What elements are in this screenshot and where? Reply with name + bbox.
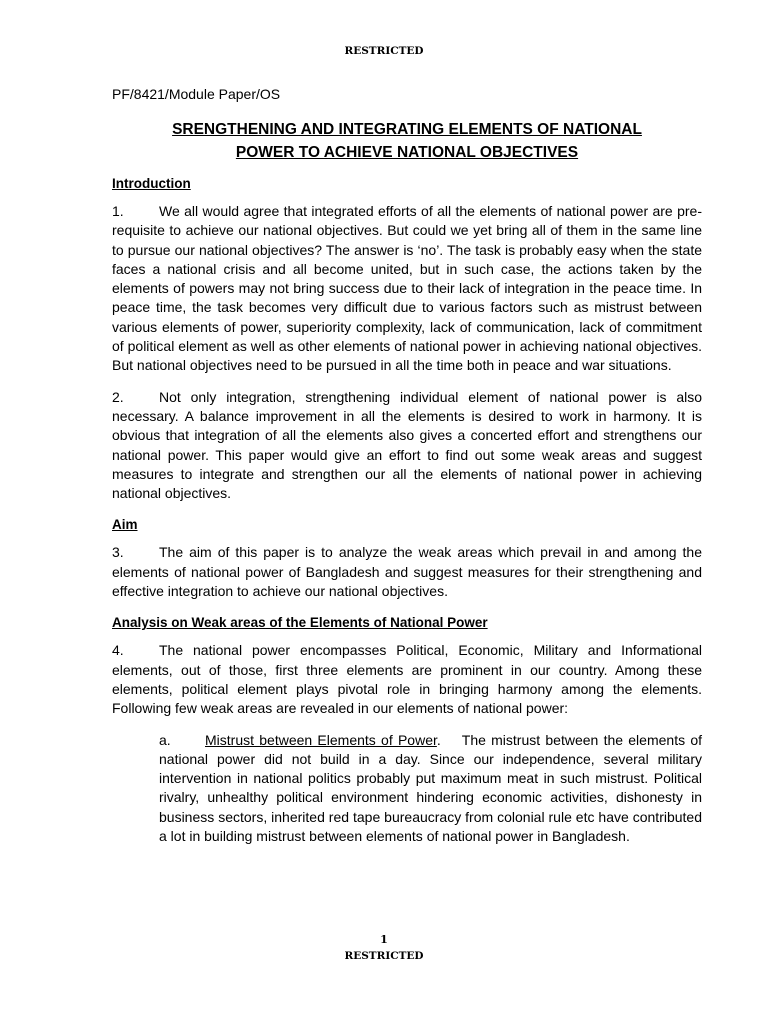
subparagraph-a-text: The mistrust between the elements of national power did not build in a day. Since our independence, several military intervention in national politics probably put maximum meat in such mistrust. Political rivalry, unhealthy political environment hindering economic activities, dishonesty in business sectors, inherited red tape bureaucracy from colonial rule etc have contributed a lot in building mistrust between elements of national power in Bangladesh. [159, 731, 703, 845]
title-line-1: SRENGTHENING AND INTEGRATING ELEMENTS OF NATIONAL [172, 121, 642, 138]
document-title [112, 118, 702, 164]
introduction-heading: Introduction [112, 176, 191, 191]
analysis-heading: Analysis on Weak areas of the Elements of National Power [112, 615, 488, 631]
page-number: 1 [380, 933, 388, 946]
document-reference: PF/8421/Module Paper/OS [112, 86, 281, 102]
document-body [112, 84, 702, 856]
title-line-2: POWER TO ACHIEVE NATIONAL OBJECTIVES [235, 144, 579, 161]
paragraph-4 [112, 641, 702, 718]
paragraph-4-number: 4. [112, 642, 124, 659]
security-marking-bottom: RESTRICTED [344, 950, 424, 962]
paragraph-1 [112, 202, 702, 376]
paragraph-4-text: The national power encompasses Political, Economic, Military and Informational elements, out of those, first three elements are prominent in our country. Among these elements, political element plays pivotal role in bringing harmony among the elements. Following few weak areas are revealed in our elements of national power: [112, 642, 702, 717]
paragraph-2-number: 2. [112, 388, 124, 405]
paragraph-1-number: 1. [112, 203, 124, 219]
aim-heading: Aim [112, 517, 138, 533]
subparagraph-a-separator: . [436, 731, 441, 748]
paragraph-1-text: We all would agree that integrated efforts of all the elements of national power are pre-requisite to achieve our national objectives. But could we yet bring all of them in the same line to pursue our national objectives? The answer is ‘no’. The task is probably easy when the state faces a national crisis and all become united, but in such case, the actions taken by the elements of powers may not bring success due to their lack of integration in the peace time. In peace time, the task becomes very difficult due to various factors such as mistrust between various elements of power, superiority complexity, lack of communication, lack of commitment of political element as well as other elements of national power in achieving national objectives. But national objectives need to be pursued in all the time both in peace and war situations. [112, 203, 702, 374]
paragraph-2-text: Not only integration, strengthening individual element of national power is also necessary. A balance improvement in all the elements is desired to work in harmony. It is obvious that integration of all the elements also gives a concerted effort and strengthens our national power. This paper would give an effort to find out some weak areas and suggest measures to integrate and strengthen our all the elements of national power in achieving national objectives. [112, 388, 702, 502]
subparagraph-a [159, 731, 702, 847]
paragraph-3 [112, 543, 702, 601]
paragraph-2 [112, 388, 702, 504]
subparagraph-a-letter: a. [159, 731, 171, 748]
paragraph-3-text: The aim of this paper is to analyze the weak areas which prevail in and among the elements of national power of Bangladesh and suggest measures for their strengthening and effective integration to achieve our national objectives. [112, 544, 702, 600]
security-marking-top: RESTRICTED [344, 45, 424, 57]
subparagraph-a-heading: Mistrust between Elements of Power [205, 731, 437, 748]
paragraph-3-number: 3. [112, 544, 124, 561]
